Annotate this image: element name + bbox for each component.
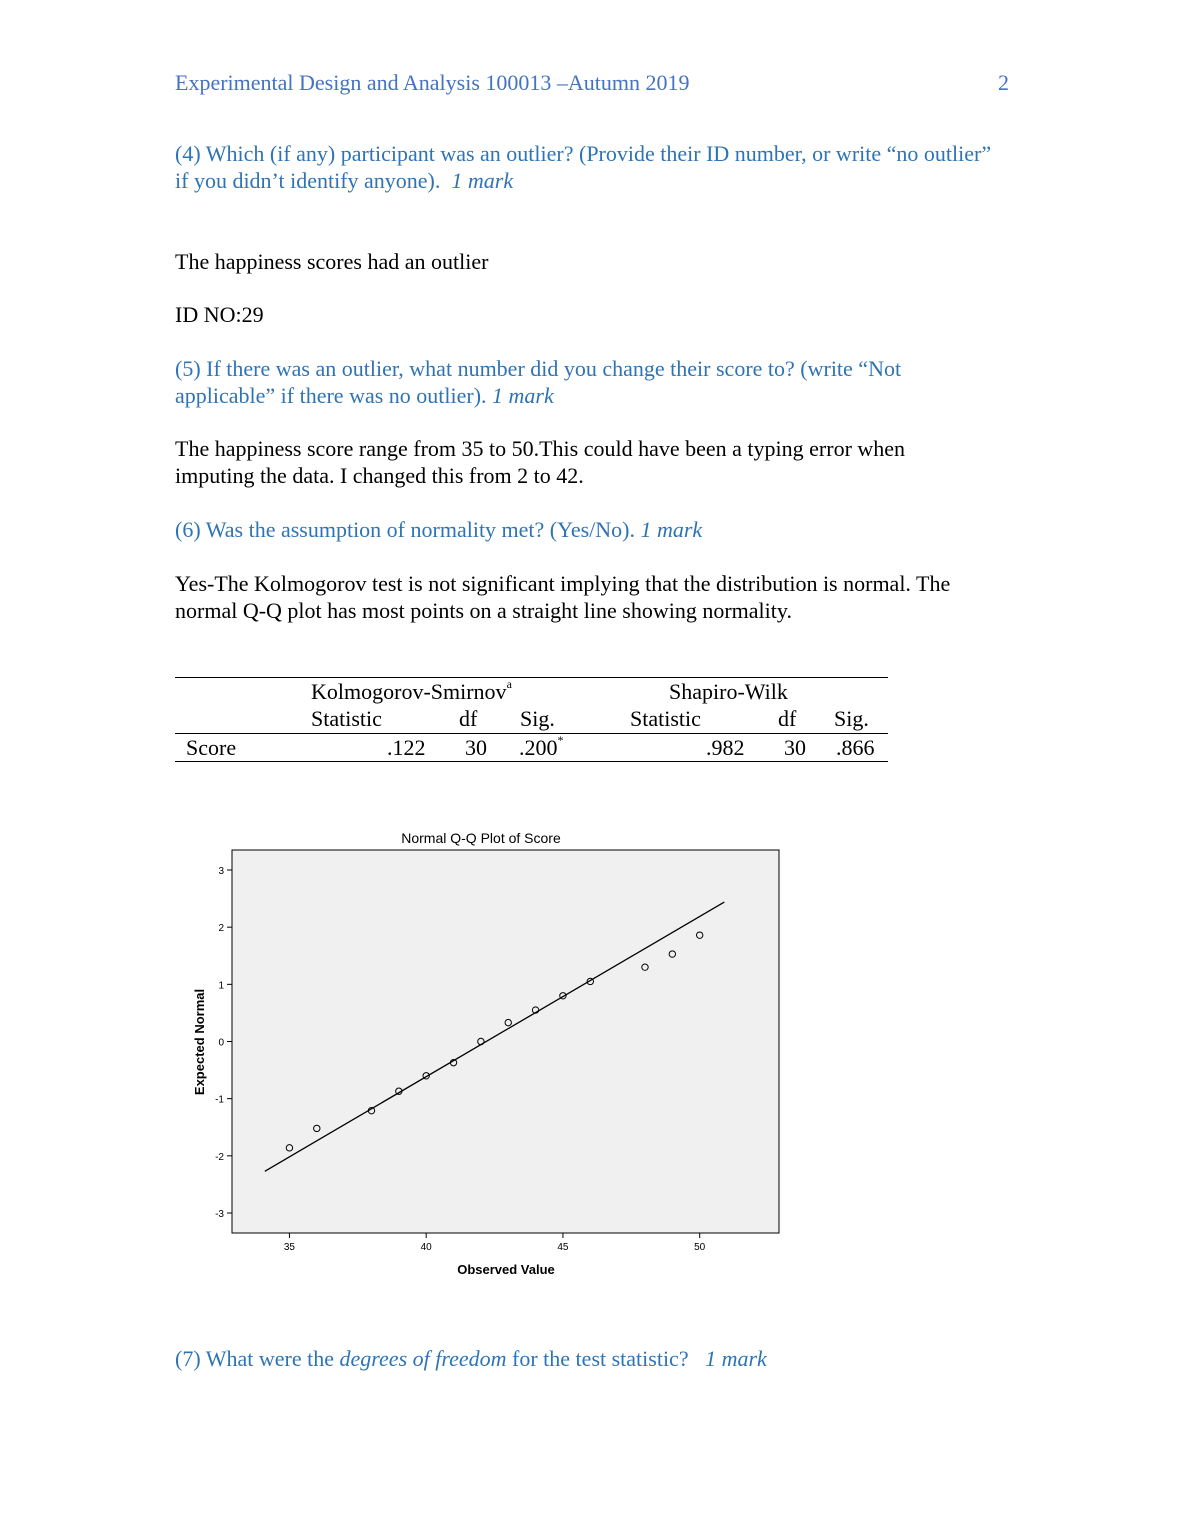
question-4 — [175, 140, 995, 194]
x-tick-label: 35 — [283, 1242, 295, 1253]
ks-sig-superscript: * — [557, 733, 564, 747]
table-top-rule — [175, 677, 888, 678]
qq-plot-chart — [180, 822, 800, 1284]
sw-df-value: 30 — [784, 735, 806, 760]
sw-col-sig: Sig. — [834, 706, 869, 731]
answer-4-line-1: The happiness scores had an outlier — [175, 249, 489, 274]
question-5-text: (5) If there was an outlier, what number did you change their score to? (write “Not applicable” if there was no outlier). — [175, 356, 902, 408]
x-tick-label: 45 — [557, 1242, 569, 1253]
x-tick-label: 50 — [694, 1242, 706, 1253]
answer-4-line-2: ID NO:29 — [175, 302, 264, 327]
sw-header: Shapiro-Wilk — [669, 679, 788, 704]
y-tick-label: -2 — [215, 1151, 224, 1163]
ks-sig-cell — [519, 735, 564, 761]
question-5-mark: 1 mark — [492, 383, 554, 408]
question-4-mark: 1 mark — [451, 168, 514, 193]
question-7-text-2: for the test statistic? — [506, 1346, 689, 1371]
row-label-score: Score — [186, 735, 237, 760]
ks-col-df: df — [459, 706, 478, 731]
ks-statistic-value: .122 — [387, 735, 426, 760]
ks-col-sig: Sig. — [520, 706, 555, 731]
question-6-mark: 1 mark — [640, 517, 703, 542]
answer-5: The happiness score range from 35 to 50.This could have been a typing error when imputing the data. I changed this from 2 to 42. — [175, 436, 906, 488]
question-6 — [175, 516, 995, 543]
ks-df-value: 30 — [465, 735, 487, 760]
chart-title: Normal Q-Q Plot of Score — [401, 830, 561, 846]
x-tick-label: 40 — [420, 1242, 432, 1253]
question-7 — [175, 1345, 995, 1372]
table-header-rule — [175, 733, 888, 734]
ks-header — [311, 679, 512, 705]
y-tick-label: 3 — [218, 866, 224, 878]
ks-sig-value: .200 — [519, 735, 558, 760]
sw-col-df: df — [778, 706, 797, 731]
sw-statistic-value: .982 — [706, 735, 745, 760]
y-tick-label: 0 — [218, 1037, 224, 1049]
sw-col-statistic: Statistic — [630, 706, 701, 731]
x-axis-label: Observed Value — [457, 1262, 555, 1277]
header-title: Experimental Design and Analysis 100013 –Autumn 2019 — [175, 70, 690, 95]
question-7-mark: 1 mark — [705, 1346, 767, 1371]
question-7-text-1: (7) What were the — [175, 1346, 340, 1371]
sw-sig-value: .866 — [836, 735, 875, 760]
y-tick-label: 2 — [218, 923, 224, 935]
ks-header-superscript: a — [506, 677, 512, 691]
y-tick-label: -3 — [215, 1208, 224, 1220]
ks-header-label: Kolmogorov-Smirnov — [311, 679, 507, 704]
question-7-emphasis: degrees of freedom — [339, 1346, 507, 1371]
plot-area — [232, 850, 779, 1233]
table-bottom-rule — [175, 761, 888, 762]
y-axis-label: Expected Normal — [192, 988, 207, 1096]
question-4-text: (4) Which (if any) participant was an outlier? (Provide their ID number, or write “no outlier” if you didn’t identify anyone). — [175, 141, 992, 193]
page-number: 2 — [998, 70, 1009, 95]
ks-col-statistic: Statistic — [311, 706, 382, 731]
question-5 — [175, 355, 975, 409]
y-axis — [215, 866, 232, 1220]
y-tick-label: 1 — [218, 980, 224, 992]
x-axis — [284, 1233, 706, 1253]
y-tick-label: -1 — [215, 1094, 224, 1106]
normality-table — [175, 677, 888, 762]
answer-6: Yes-The Kolmogorov test is not significant implying that the distribution is normal. The normal Q-Q plot has most points on a straight line showing normality. — [175, 571, 951, 623]
question-6-text: (6) Was the assumption of normality met? (Yes/No). — [175, 517, 635, 542]
